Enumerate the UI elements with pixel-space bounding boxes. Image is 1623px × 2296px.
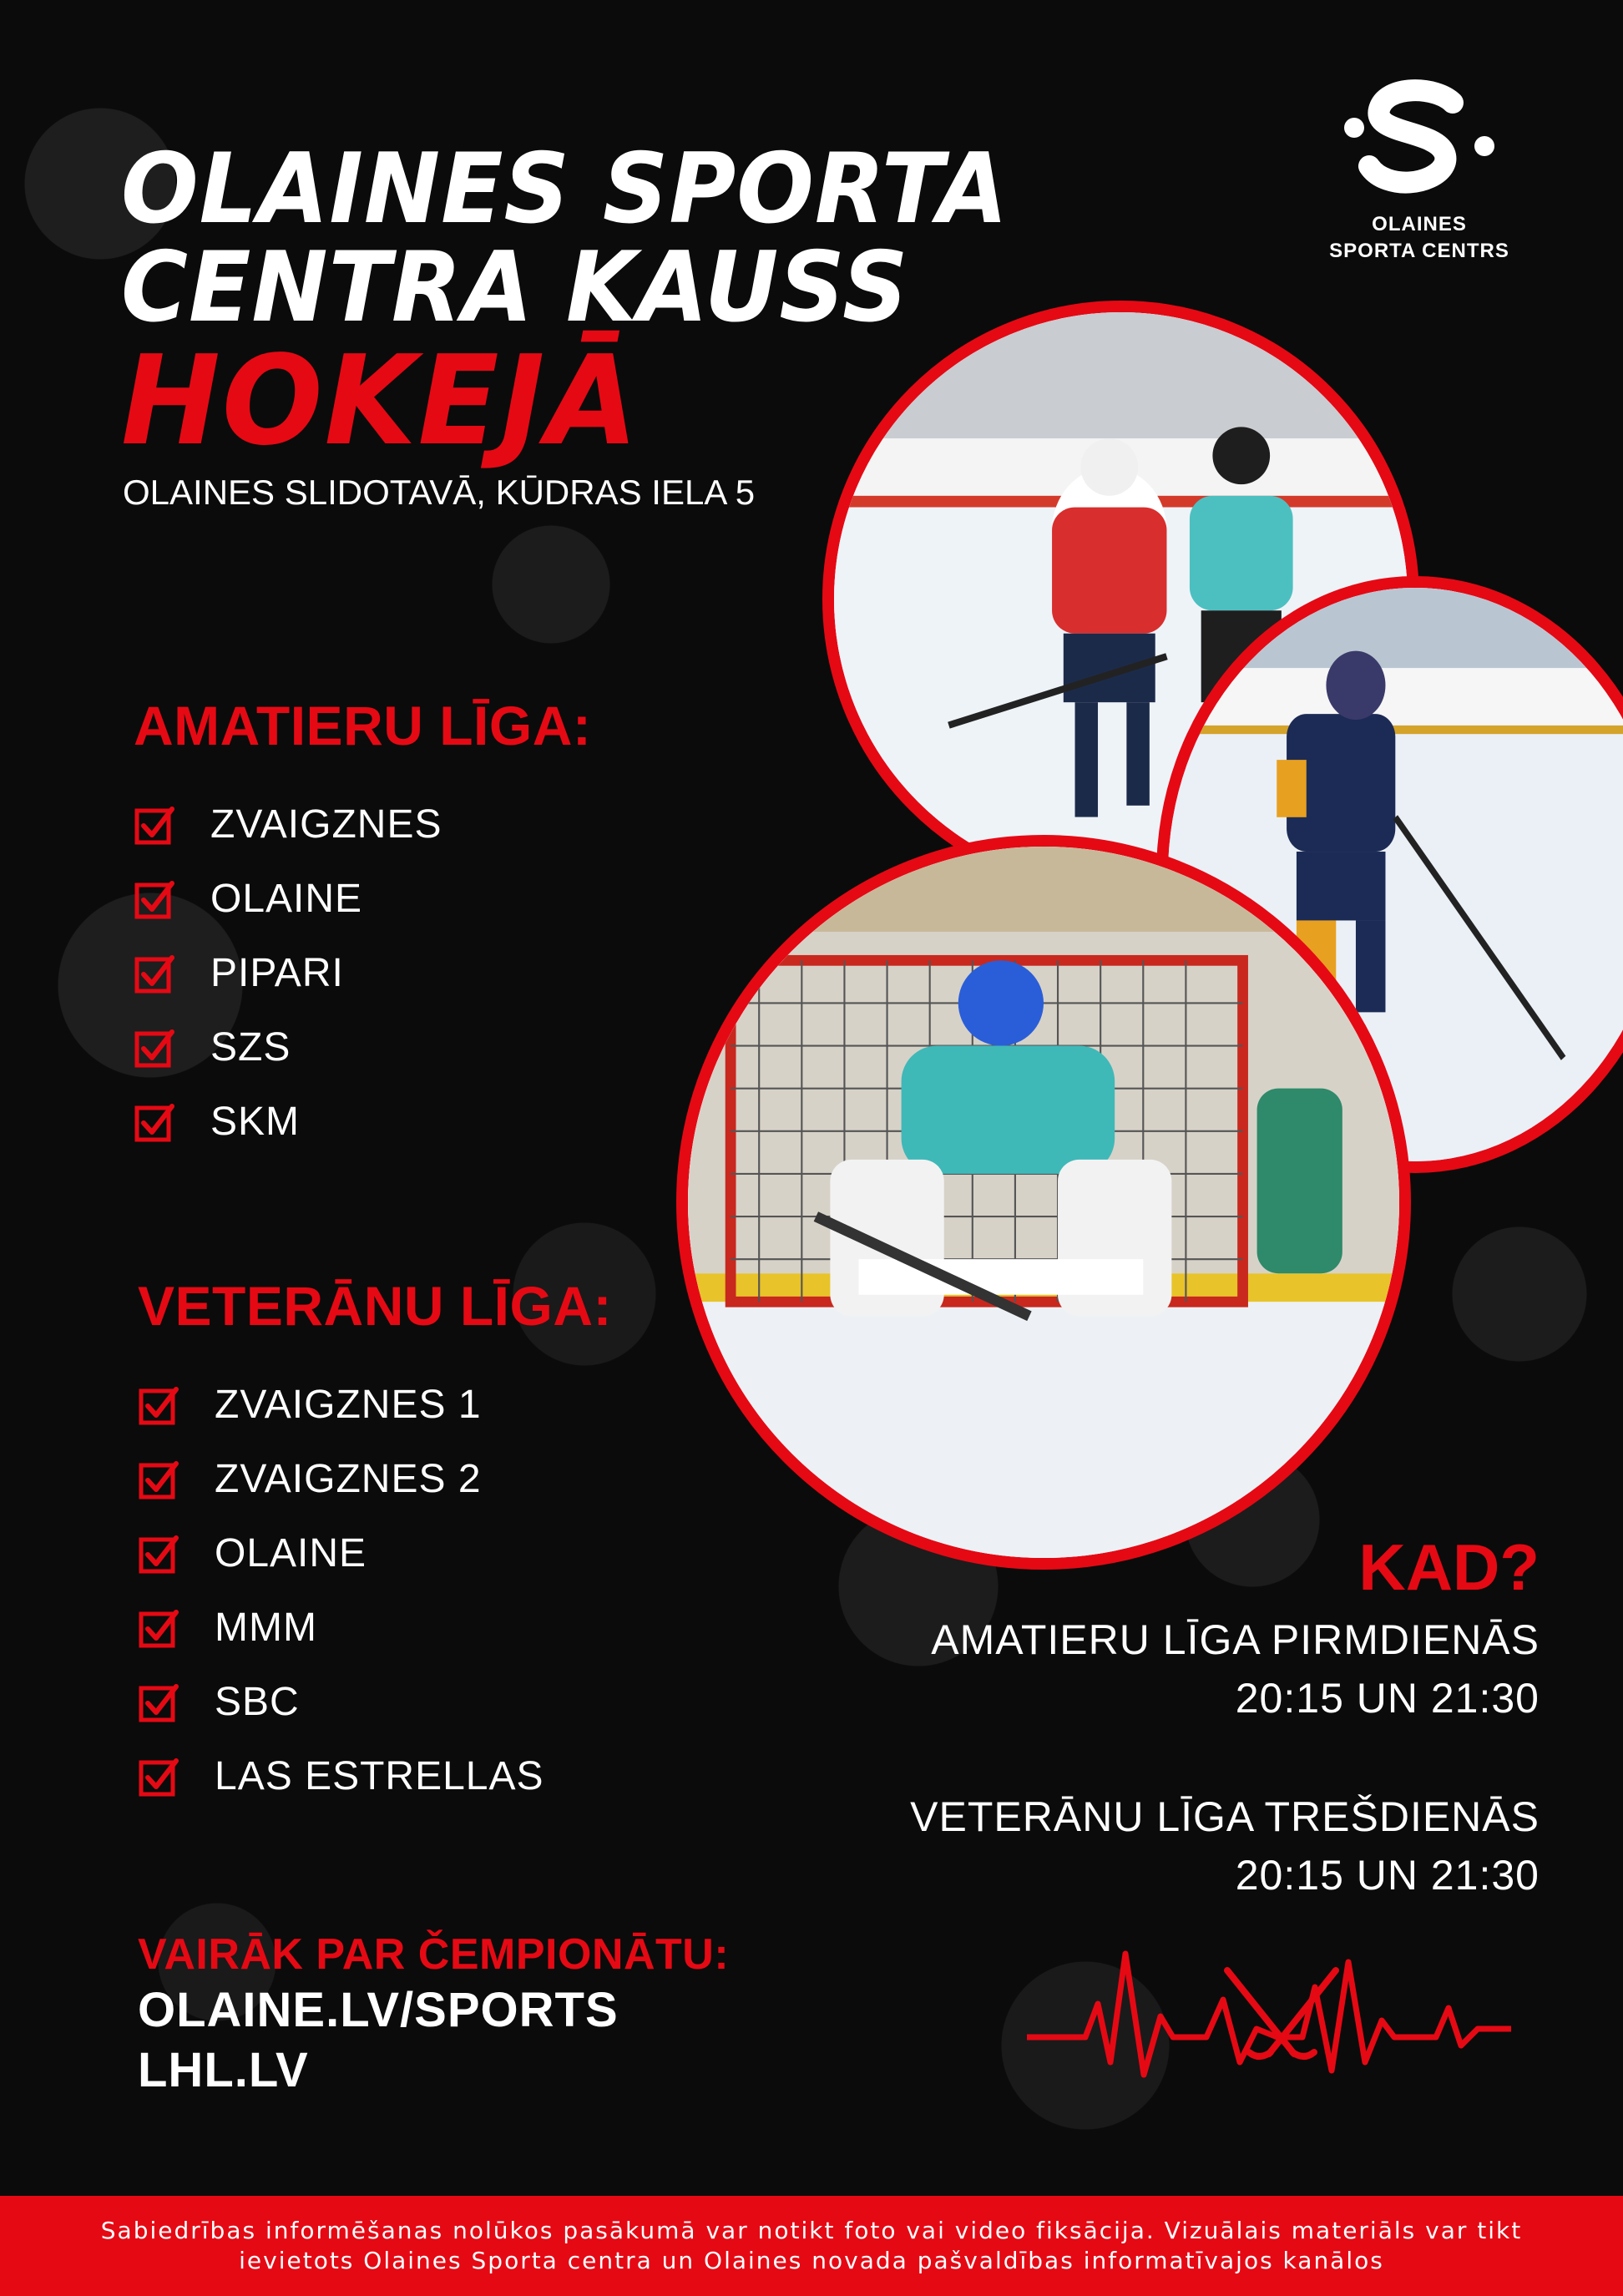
schedule-heading: KAD?: [1358, 1530, 1540, 1604]
olaine-sports-link[interactable]: OLAINE.LV/SPORTS: [138, 1983, 619, 2037]
checkbox-checked-icon: [138, 1682, 179, 1723]
location-text: OLAINES SLIDOTAVĀ, KŪDRAS IELA 5: [123, 473, 756, 512]
veteran-team-list: [138, 1368, 544, 1813]
veteran-team-name: MMM: [215, 1606, 317, 1650]
checkbox-checked-icon: [138, 1384, 179, 1426]
page-title: [121, 133, 1009, 344]
checkbox-checked-icon: [138, 1459, 179, 1500]
veteran-schedule-time: 20:15 UN 21:30: [1235, 1852, 1540, 1899]
veteran-schedule-day: VETERĀNU LĪGA TREŠDIENĀS: [910, 1793, 1540, 1840]
checkbox-checked-icon: [138, 1533, 179, 1575]
checkbox-checked-icon: [134, 1101, 175, 1143]
amateur-team-item: [134, 936, 442, 1010]
hockey-goalie-photo: [676, 835, 1411, 1570]
hockey-goalie-image: [688, 847, 1399, 1558]
amateur-team-item: [134, 1085, 442, 1159]
title-line1: OLAINES SPORTA: [121, 133, 1009, 245]
schedule-section: [788, 1532, 1540, 1904]
footer-banner: [0, 2196, 1623, 2296]
veteran-team-item: [138, 1516, 544, 1591]
amateur-team-item: [134, 1010, 442, 1085]
logo-s-icon: [1336, 79, 1503, 205]
veteran-team-item: [138, 1368, 544, 1442]
veteran-team-name: ZVAIGZNES 1: [215, 1383, 482, 1427]
amateur-team-name: PIPARI: [210, 951, 344, 995]
veteran-team-item: [138, 1665, 544, 1739]
checkbox-checked-icon: [134, 1027, 175, 1069]
amateur-team-list: [134, 787, 442, 1159]
checkbox-checked-icon: [134, 953, 175, 994]
veteran-team-item: [138, 1739, 544, 1813]
amateur-team-item: [134, 862, 442, 936]
amateur-team-name: OLAINE: [210, 877, 363, 921]
veteran-team-item: [138, 1591, 544, 1665]
veteran-team-name: SBC: [215, 1680, 300, 1724]
more-info-section: [138, 1929, 729, 2101]
amateur-team-name: ZVAIGZNES: [210, 802, 442, 847]
veteran-league-heading: VETERĀNU LĪGA:: [138, 1275, 612, 1337]
veteran-team-name: LAS ESTRELLAS: [215, 1754, 544, 1798]
checkbox-checked-icon: [138, 1756, 179, 1798]
amateur-league-heading: AMATIERU LĪGA:: [134, 695, 592, 756]
checkbox-checked-icon: [138, 1607, 179, 1649]
amateur-team-item: [134, 787, 442, 862]
more-info-heading: VAIRĀK PAR ČEMPIONĀTU:: [138, 1930, 730, 1979]
lhl-link[interactable]: LHL.LV: [138, 2043, 309, 2097]
veteran-team-item: [138, 1442, 544, 1516]
olaines-sporta-centrs-logo: [1319, 79, 1519, 265]
amateur-team-name: SZS: [210, 1025, 291, 1070]
title-highlight: HOKEJĀ: [121, 329, 640, 473]
footer-disclaimer: Sabiedrības informēšanas nolūkos pasākumā var notikt foto vai video fiksācija. Vizuālais materiāls var tikt ievietots Olaines Sporta centra un Olaines novada pašvaldības informatīvajos kanālos: [100, 2217, 1523, 2274]
checkbox-checked-icon: [134, 804, 175, 846]
veteran-team-name: OLAINE: [215, 1531, 367, 1575]
logo-name-line1: OLAINES: [1372, 213, 1467, 235]
checkbox-checked-icon: [134, 878, 175, 920]
amateur-schedule-time: 20:15 UN 21:30: [1235, 1675, 1540, 1722]
veteran-team-name: ZVAIGZNES 2: [215, 1457, 482, 1501]
title-line2: CENTRA KAUSS: [121, 231, 909, 344]
amateur-schedule-day: AMATIERU LĪGA PIRMDIENĀS: [931, 1616, 1540, 1663]
amateur-team-name: SKM: [210, 1100, 301, 1144]
logo-name-line2: SPORTA CENTRS: [1329, 240, 1509, 262]
heartbeat-hockey-sticks-icon: [1027, 1937, 1528, 2087]
